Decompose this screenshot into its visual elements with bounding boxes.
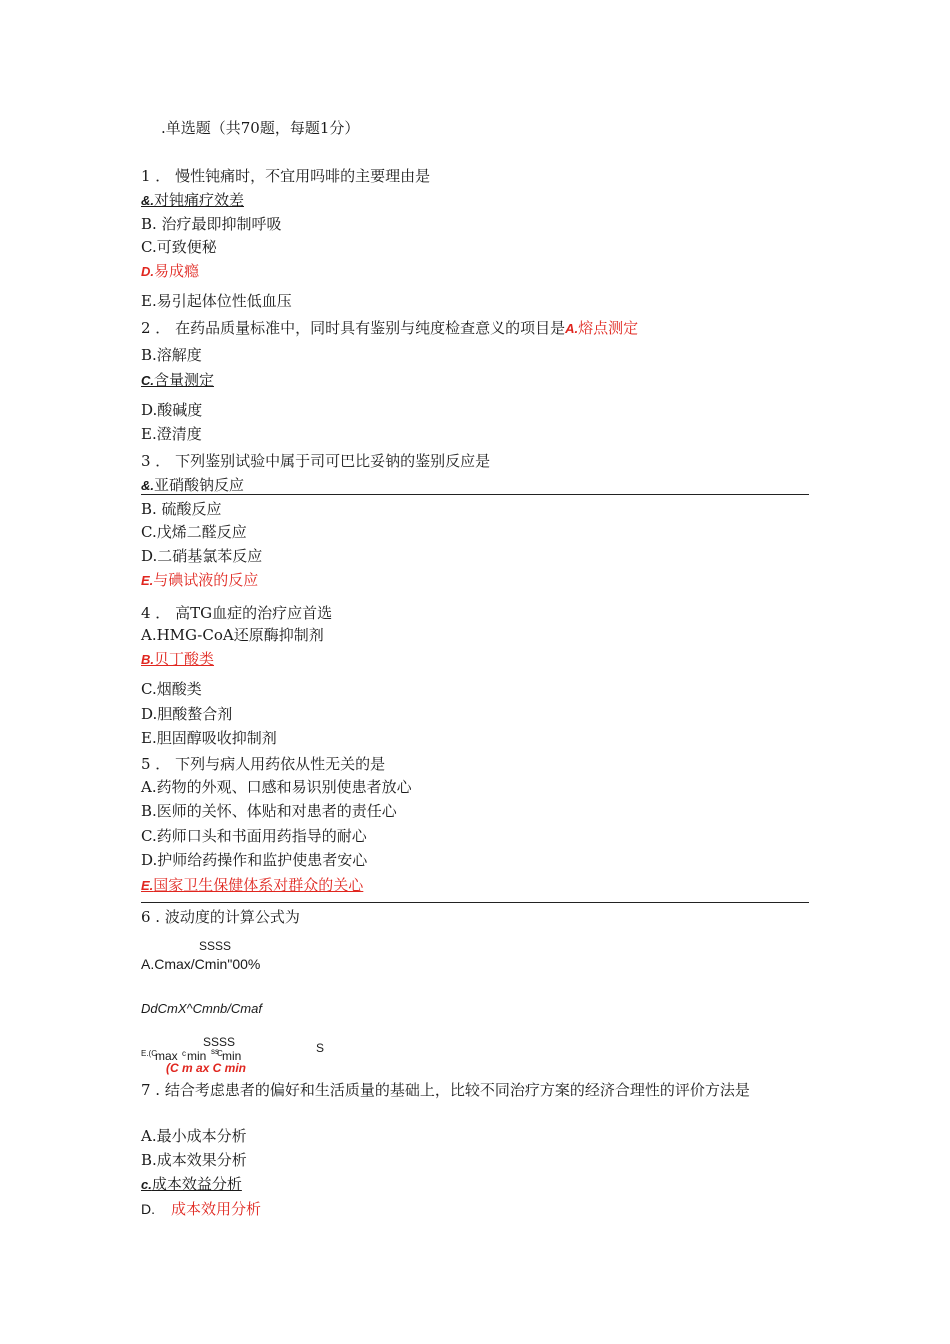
q1-d-text: 易成瘾 — [154, 262, 200, 280]
q1-option-d — [141, 261, 199, 282]
q5-e-mark: E. — [141, 878, 154, 893]
q6-option-e-max: max — [155, 1049, 178, 1063]
q5-option-b: B.医师的关怀、体贴和对患者的责任心 — [141, 802, 397, 820]
q5-stem: 5 ． 下列与病人用药依从性无关的是 — [141, 755, 386, 773]
q1-option-b: B. 治疗最即抑制呼吸 — [141, 215, 282, 233]
q1-option-a — [141, 190, 244, 211]
q4-stem: 4 ． 高TG血症的治疗应首选 — [141, 604, 333, 622]
q2-c-mark: C. — [141, 373, 154, 388]
q1-a-mark: &. — [141, 193, 154, 208]
q7-option-b: B.成本效果分析 — [141, 1151, 247, 1169]
divider-rule — [141, 902, 809, 903]
q7-c-text: 成本效益分析 — [151, 1175, 242, 1193]
q1-a-text: 对钝痛疗效差 — [154, 191, 245, 209]
q1-d-mark: D. — [141, 264, 154, 279]
q7-option-a: A.最小成本分析 — [141, 1127, 247, 1145]
q7-d-text: 成本效用分析 — [171, 1200, 262, 1218]
q3-option-c: C.戊烯二醛反应 — [141, 523, 247, 541]
q6-red-formula: (C m ax C min — [166, 1061, 247, 1075]
q2-option-b: B.溶解度 — [141, 346, 202, 364]
q2-c-text: 含量测定 — [154, 371, 215, 389]
q2-option-d: D.酸碱度 — [141, 401, 203, 419]
q2-option-e: E.澄清度 — [141, 425, 202, 443]
q3-a-mark: &. — [141, 478, 154, 493]
q1-option-c: C.可致便秘 — [141, 238, 217, 256]
q5-e-text: 国家卫生保健体系对群众的关心 — [153, 876, 364, 894]
q6-stray-s: S — [316, 1041, 325, 1055]
q5-option-c: C.药师口头和书面用药指导的耐心 — [141, 827, 367, 845]
q6-option-e-prefix: E.(C — [141, 1049, 157, 1058]
q6-garbled-formula: DdCmX^Cmnb/Cmaf — [141, 1001, 262, 1016]
q3-e-mark: E. — [141, 573, 154, 588]
q6-option-e-c1: c — [182, 1049, 186, 1058]
q4-option-d: D.胆酸螯合剂 — [141, 705, 233, 723]
q4-b-mark: B. — [141, 652, 154, 667]
q6-ssss-2: SSSS — [203, 1035, 236, 1049]
q6-ssss-1: SSSS — [199, 939, 232, 953]
q4-option-b — [141, 649, 214, 670]
q6-option-e-min1: min — [187, 1049, 207, 1063]
q3-e-text: 与碘试液的反应 — [153, 571, 259, 589]
q6-option-a: A.Cmax/Cmin"00% — [141, 956, 261, 972]
q3-stem: 3 ． 下列鉴别试验中属于司可巴比妥钠的鉴别反应是 — [141, 452, 491, 470]
q2-a-text: 熔点测定 — [578, 319, 639, 337]
q3-option-e — [141, 570, 258, 591]
q3-option-b: B. 硫酸反应 — [141, 500, 222, 518]
q2-stem-text: 2 ． 在药品质量标准中，同时具有鉴别与纯度检查意义的项目是 — [141, 319, 566, 337]
q2-option-a — [565, 319, 638, 337]
q1-stem: 1 ． 慢性钝痛时，不宜用吗啡的主要理由是 — [141, 167, 431, 185]
q5-option-a: A.药物的外观、口感和易识别使患者放心 — [141, 778, 412, 796]
q7-d-label: D. — [141, 1201, 155, 1217]
q4-option-c: C.烟酸类 — [141, 680, 202, 698]
q3-option-a — [141, 475, 244, 496]
q7-stem: 7 . 结合考虑患者的偏好和生活质量的基础上，比较不同治疗方案的经济合理性的评价方法是 — [141, 1081, 750, 1099]
q7-c-mark: c. — [141, 1177, 152, 1192]
q7-option-d — [141, 1199, 261, 1219]
q4-option-e: E.胆固醇吸收抑制剂 — [141, 729, 277, 747]
q5-option-e — [141, 875, 363, 896]
q4-b-text: 贝丁酸类 — [154, 650, 215, 668]
q1-option-e: E.易引起体位性低血压 — [141, 292, 292, 310]
section-title: .单选题（共70题，每题1分） — [161, 119, 360, 137]
divider-rule — [141, 494, 809, 495]
q6-option-e-min2: min — [222, 1049, 242, 1063]
q6-option-e-sup: ss — [211, 1047, 219, 1056]
q4-option-a: A.HMG-CoA还原酶抑制剂 — [141, 626, 324, 644]
q3-a-text: 亚硝酸钠反应 — [154, 476, 245, 494]
q2-stem — [141, 318, 638, 339]
q6-option-e-c2: C — [217, 1049, 223, 1058]
q7-option-c — [141, 1174, 242, 1195]
q3-option-d: D.二硝基氯苯反应 — [141, 547, 263, 565]
q2-option-c — [141, 370, 214, 391]
q5-option-d: D.护师给药操作和监护使患者安心 — [141, 851, 368, 869]
q6-stem: 6 . 波动度的计算公式为 — [141, 908, 300, 926]
q2-a-mark: A. — [565, 321, 579, 336]
